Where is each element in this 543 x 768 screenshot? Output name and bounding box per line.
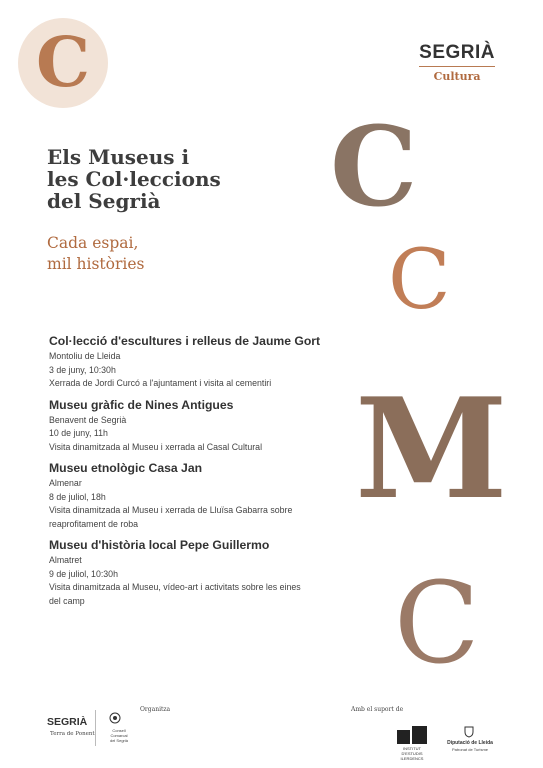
event-description: Visita dinamitzada al Museu, vídeo-art i activitats sobre les eines (49, 582, 301, 592)
poster-subtitle (47, 233, 247, 275)
footer-iee-name (390, 746, 434, 761)
event-place: Montoliu de Lleida (49, 351, 121, 361)
subtitle-line: Cada espai, (47, 234, 139, 252)
event-description: Xerrada de Jordi Curcó a l'ajuntament i visita al cementiri (49, 378, 272, 388)
event-description: reaprofitament de roba (49, 518, 138, 529)
event-place: Almatret (49, 555, 82, 565)
event-item (49, 538, 349, 608)
brand-subtitle: Cultura (433, 70, 481, 83)
decorative-letter-c: C (394, 559, 480, 689)
footer-consell-name (104, 728, 134, 743)
event-date: 3 de juny, 10:30h (49, 364, 116, 375)
event-list (49, 334, 349, 615)
poster-title (47, 146, 277, 212)
footer-organitza-label: Organitza (140, 706, 171, 713)
event-date: 10 de juny, 11h (49, 428, 108, 438)
decorative-letter-m: M (355, 367, 508, 530)
footer-diputacio-name: Diputació de Lleida (447, 740, 493, 746)
title-line: les Col·leccions (47, 167, 221, 191)
consell-seal-icon (109, 712, 121, 724)
consell-line: Consell Comarcal (110, 728, 128, 738)
consell-line: del Segrià (109, 738, 128, 743)
iee-logo-icon (397, 726, 427, 744)
footer-support-label: Amb el suport de (351, 706, 404, 713)
footer-segria-tagline: Terra de Ponent (50, 731, 95, 737)
event-title: Museu etnològic Casa Jan (49, 461, 203, 475)
event-description: del camp (49, 595, 85, 606)
iee-line: INSTITUT (403, 746, 421, 751)
footer-diputacio-sub: Patronat de Turisme (451, 747, 489, 752)
event-title: Museu gràfic de Nines Antigues (49, 397, 234, 412)
footer-segria-logo: SEGRIÀ (47, 716, 88, 728)
event-title: Col·lecció d'escultures i relleus de Jaume Gort (49, 334, 321, 348)
event-description: Visita dinamitzada al Museu i xerrada de Lluïsa Gabarra sobre (49, 505, 293, 515)
iee-line: D'ESTUDIS (401, 751, 423, 756)
event-date: 9 de juliol, 10:30h (49, 568, 118, 579)
event-date: 8 de juliol, 18h (49, 491, 106, 502)
footer-divider (95, 710, 96, 746)
event-place: Benavent de Segrià (49, 414, 127, 425)
decorative-letter-c: C (388, 233, 451, 328)
brand (419, 42, 495, 83)
event-item (49, 398, 349, 455)
diputacio-shield-icon (464, 726, 474, 738)
title-line: del Segrià (47, 189, 161, 213)
event-place: Almenar (49, 478, 82, 488)
brand-divider (419, 66, 495, 67)
logo-letter: C (35, 23, 91, 103)
event-item (49, 334, 349, 391)
decorative-letter-c: C (330, 102, 418, 231)
brand-name: SEGRIÀ (419, 42, 495, 63)
subtitle-line: mil històries (47, 255, 145, 273)
event-description: Visita dinamitzada al Museu i xerrada al Casal Cultural (49, 441, 263, 452)
event-title: Museu d'història local Pepe Guillermo (49, 538, 270, 552)
event-item (49, 461, 349, 531)
iee-line: ILERDENCS (400, 756, 424, 761)
title-line: Els Museus i (47, 145, 190, 169)
